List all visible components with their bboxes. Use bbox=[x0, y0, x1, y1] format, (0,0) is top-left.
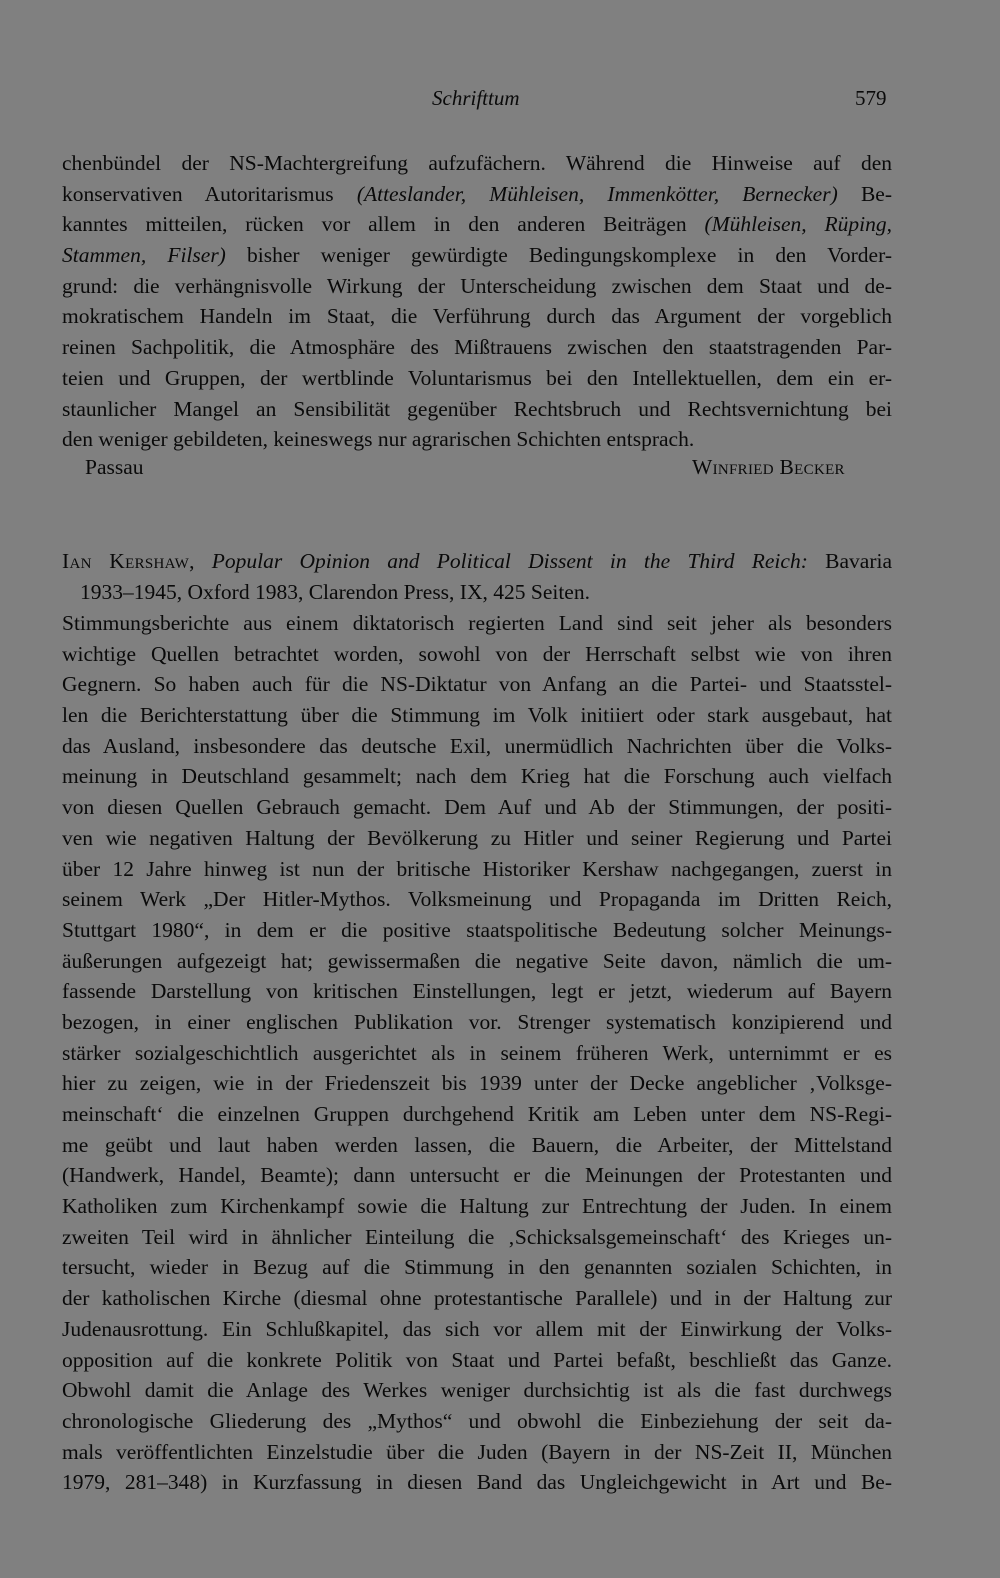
text-line: stärker sozialgeschichtlich ausgerichtet als in seinem früheren Werk, unternimmt er es bbox=[62, 1040, 892, 1065]
text-line: äußerungen aufgezeigt hat; gewissermaßen die negative Seite davon, nämlich die um- bbox=[62, 948, 892, 973]
text-line bbox=[62, 209, 892, 240]
text-line: fassende Darstellung von kritischen Einstellungen, legt er jetzt, wiederum auf Bayern bbox=[62, 979, 892, 1004]
text-line: meinschaft‘ die einzelnen Gruppen durchgehend Kritik am Leben unter dem NS-Regi- bbox=[62, 1102, 892, 1126]
text-line: (Handwerk, Handel, Beamte); dann untersucht er die Meinungen der Protestanten und bbox=[62, 1163, 892, 1188]
review-1-reviewer: Winfried Becker bbox=[692, 455, 845, 479]
text-line bbox=[62, 394, 892, 425]
text-run: kanntes mitteilen, rücken vor allem in den anderen Beiträgen bbox=[62, 212, 705, 237]
text-line: über 12 Jahre hinweg ist nun der britische Historiker Kershaw nachgegangen, zuerst in bbox=[62, 856, 892, 881]
text-line: 1979, 281–348) in Kurzfassung in diesen Band das Ungleichgewicht in Art und Be- bbox=[62, 1470, 892, 1495]
text-line bbox=[62, 424, 892, 455]
text-line: Katholiken zum Kirchenkampf sowie die Haltung zur Entrechtung der Juden. In einem bbox=[62, 1194, 892, 1219]
text-run: Be- bbox=[837, 181, 893, 206]
text-run: reinen Sachpolitik, die Atmosphäre des Mißtrauens zwischen den staatstragenden Par- bbox=[62, 335, 892, 360]
citation-line-2: 1933–1945, Oxford 1983, Clarendon Press, IX, 425 Seiten. bbox=[80, 579, 590, 604]
text-line: mals veröffentlichten Einzelstudie über die Juden (Bayern in der NS-Zeit II, München bbox=[62, 1439, 892, 1464]
page-number: 579 bbox=[855, 86, 887, 110]
text-line: tersucht, wieder in Bezug auf die Stimmung in den genannten sozialen Schichten, in bbox=[62, 1255, 892, 1280]
text-line: seinem Werk „Der Hitler-Mythos. Volksmeinung und Propaganda im Dritten Reich, bbox=[62, 887, 892, 912]
text-line: Judenausrottung. Ein Schlußkapitel, das sich vor allem mit der Einwirkung der Volks- bbox=[62, 1316, 892, 1341]
text-line: das Ausland, insbesondere das deutsche Exil, unermüdlich Nachrichten über die Volks- bbox=[62, 733, 892, 758]
text-line: von diesen Quellen Gebrauch gemacht. Dem Auf und Ab der Stimmungen, der positi- bbox=[62, 795, 892, 820]
text-run: mokratischem Handeln im Staat, die Verführung durch das Argument der vorgeblich bbox=[62, 304, 892, 329]
text-line: Stimmungsberichte aus einem diktatorisch regierten Land sind seit jeher als besonders bbox=[62, 611, 892, 635]
text-line: bezogen, in einer englischen Publikation vor. Strenger systematisch konzipierend und bbox=[62, 1009, 892, 1034]
text-line: chronologische Gliederung des „Mythos“ und obwohl die Einbeziehung der seit da- bbox=[62, 1408, 892, 1433]
text-run: teien und Gruppen, der wertblinde Voluntarismus bei den Intellektuellen, dem ein er- bbox=[62, 365, 892, 390]
review-1-place: Passau bbox=[85, 455, 144, 479]
text-line bbox=[62, 148, 892, 179]
text-line: Stuttgart 1980“, in dem er die positive staatspolitische Bedeutung solcher Meinungs- bbox=[62, 917, 892, 942]
text-run: grund: die verhängnisvolle Wirkung der Unterscheidung zwischen dem Staat und de- bbox=[62, 273, 892, 298]
page-header bbox=[0, 86, 1000, 116]
text-line: me geübt und laut haben werden lassen, die Bauern, die Arbeiter, der Mittelstand bbox=[62, 1132, 892, 1157]
text-run: bisher weniger gewürdigte Bedingungskomplexe in den Vorder- bbox=[225, 243, 892, 268]
review-2-author: Ian Kershaw bbox=[62, 549, 190, 573]
text-line bbox=[62, 332, 892, 363]
running-head: Schrifttum bbox=[432, 86, 520, 110]
text-line bbox=[62, 271, 892, 302]
text-line: zweiten Teil wird in ähnlicher Einteilung die ‚Schicksalsgemeinschaft‘ des Krieges un- bbox=[62, 1224, 892, 1249]
text-line: ven wie negativen Haltung der Bevölkerung zu Hitler und seiner Regierung und Partei bbox=[62, 825, 892, 850]
text-line: wichtige Quellen betrachtet worden, sowohl von der Herrschaft selbst wie von ihren bbox=[62, 641, 892, 666]
citation-line bbox=[62, 546, 892, 577]
text-line: Obwohl damit die Anlage des Werkes weniger durchsichtig ist als die fast durchwegs bbox=[62, 1378, 892, 1403]
italic-run: Stammen, Filser) bbox=[62, 243, 226, 268]
review-2-title: Popular Opinion and Political Dissent in the Third Reich: bbox=[211, 549, 808, 573]
text-run: chenbündel der NS-Machtergreifung aufzufächern. Während die Hinweise auf den bbox=[62, 151, 892, 175]
text-line: hier zu zeigen, wie in der Friedenszeit bis 1939 unter der Decke angeblicher ‚Volksge- bbox=[62, 1071, 892, 1096]
review-1-text bbox=[62, 148, 892, 455]
text-line bbox=[62, 179, 892, 210]
text-line bbox=[62, 240, 892, 271]
text-line: der katholischen Kirche (diesmal ohne protestantische Parallele) und in der Haltung zur bbox=[62, 1286, 892, 1311]
text-run: konservativen Autoritarismus bbox=[62, 181, 357, 206]
text-line: len die Berichterstattung über die Stimmung im Volk initiiert oder stark ausgebaut, hat bbox=[62, 703, 892, 728]
italic-run: (Mühleisen, Rüping, bbox=[704, 212, 892, 237]
text-run: staunlicher Mangel an Sensibilität gegenüber Rechtsbruch und Rechtsvernichtung bei bbox=[62, 396, 892, 421]
text-line: Gegnern. So haben auch für die NS-Diktatur von Anfang an die Partei- und Staatsstel- bbox=[62, 672, 892, 697]
citation-separator: , bbox=[189, 549, 212, 573]
text-line bbox=[62, 363, 892, 394]
review-2-subtitle: Bavaria bbox=[807, 549, 892, 573]
review-2-citation bbox=[62, 546, 892, 607]
text-line: opposition auf die konkrete Politik von Staat und Partei befaßt, beschließt das Ganze. bbox=[62, 1347, 892, 1372]
text-run: den weniger gebildeten, keineswegs nur agrarischen Schichten entsprach. bbox=[62, 427, 695, 452]
review-2-text bbox=[62, 608, 892, 1498]
text-line bbox=[62, 301, 892, 332]
italic-run: (Atteslander, Mühleisen, Immenkötter, Bernecker) bbox=[356, 181, 838, 206]
text-line: meinung in Deutschland gesammelt; nach dem Krieg hat die Forschung auch vielfach bbox=[62, 764, 892, 789]
